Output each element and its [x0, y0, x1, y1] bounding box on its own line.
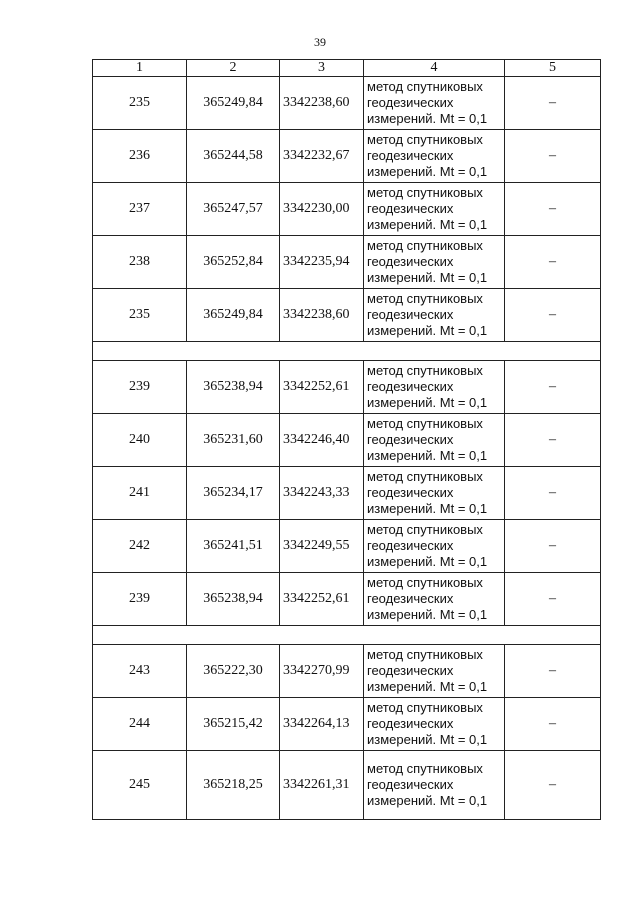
table-row	[93, 289, 601, 342]
point-number-cell: 244	[93, 698, 187, 751]
point-number-cell: 236	[93, 130, 187, 183]
table-row	[93, 467, 601, 520]
point-number-cell: 243	[93, 645, 187, 698]
point-number-cell: 241	[93, 467, 187, 520]
point-number-cell: 235	[93, 289, 187, 342]
note-cell: –	[505, 77, 601, 130]
note-cell: –	[505, 698, 601, 751]
table-row	[93, 573, 601, 626]
note-cell: –	[505, 751, 601, 820]
table-row	[93, 698, 601, 751]
note-cell: –	[505, 183, 601, 236]
note-cell: –	[505, 361, 601, 414]
method-cell: метод спутниковых геодезических измерений. Mt = 0,1	[364, 289, 505, 342]
y-coordinate-cell: 3342252,61	[280, 361, 364, 414]
y-coordinate-cell: 3342230,00	[280, 183, 364, 236]
method-cell: метод спутниковых геодезических измерений. Mt = 0,1	[364, 77, 505, 130]
table-row	[93, 414, 601, 467]
x-coordinate-cell: 365215,42	[187, 698, 280, 751]
y-coordinate-cell: 3342235,94	[280, 236, 364, 289]
note-cell: –	[505, 414, 601, 467]
note-cell: –	[505, 467, 601, 520]
table-row	[93, 183, 601, 236]
x-coordinate-cell: 365238,94	[187, 361, 280, 414]
table-row	[93, 361, 601, 414]
note-cell: –	[505, 130, 601, 183]
point-number-cell: 235	[93, 77, 187, 130]
x-coordinate-cell: 365252,84	[187, 236, 280, 289]
table-header-row	[93, 60, 601, 77]
note-cell: –	[505, 289, 601, 342]
y-coordinate-cell: 3342261,31	[280, 751, 364, 820]
table-row	[93, 520, 601, 573]
y-coordinate-cell: 3342238,60	[280, 77, 364, 130]
x-coordinate-cell: 365249,84	[187, 289, 280, 342]
x-coordinate-cell: 365249,84	[187, 77, 280, 130]
y-coordinate-cell: 3342249,55	[280, 520, 364, 573]
group-separator-cell	[93, 626, 601, 645]
table-row	[93, 236, 601, 289]
coordinates-table	[92, 59, 601, 820]
method-cell: метод спутниковых геодезических измерений. Mt = 0,1	[364, 361, 505, 414]
x-coordinate-cell: 365244,58	[187, 130, 280, 183]
group-separator-row	[93, 626, 601, 645]
x-coordinate-cell: 365241,51	[187, 520, 280, 573]
method-cell: метод спутниковых геодезических измерений. Mt = 0,1	[364, 751, 505, 820]
note-cell: –	[505, 573, 601, 626]
y-coordinate-cell: 3342246,40	[280, 414, 364, 467]
y-coordinate-cell: 3342252,61	[280, 573, 364, 626]
table-body	[93, 60, 601, 820]
y-coordinate-cell: 3342270,99	[280, 645, 364, 698]
method-cell: метод спутниковых геодезических измерений. Mt = 0,1	[364, 698, 505, 751]
group-separator-row	[93, 342, 601, 361]
table-row	[93, 130, 601, 183]
column-header-5: 5	[505, 60, 601, 77]
y-coordinate-cell: 3342264,13	[280, 698, 364, 751]
x-coordinate-cell: 365231,60	[187, 414, 280, 467]
method-cell: метод спутниковых геодезических измерений. Mt = 0,1	[364, 183, 505, 236]
point-number-cell: 239	[93, 573, 187, 626]
column-header-4: 4	[364, 60, 505, 77]
x-coordinate-cell: 365238,94	[187, 573, 280, 626]
method-cell: метод спутниковых геодезических измерений. Mt = 0,1	[364, 236, 505, 289]
table-row	[93, 645, 601, 698]
y-coordinate-cell: 3342243,33	[280, 467, 364, 520]
point-number-cell: 240	[93, 414, 187, 467]
method-cell: метод спутниковых геодезических измерений. Mt = 0,1	[364, 414, 505, 467]
y-coordinate-cell: 3342238,60	[280, 289, 364, 342]
method-cell: метод спутниковых геодезических измерений. Mt = 0,1	[364, 573, 505, 626]
point-number-cell: 242	[93, 520, 187, 573]
group-separator-cell	[93, 342, 601, 361]
x-coordinate-cell: 365234,17	[187, 467, 280, 520]
column-header-3: 3	[280, 60, 364, 77]
column-header-1: 1	[93, 60, 187, 77]
note-cell: –	[505, 520, 601, 573]
point-number-cell: 239	[93, 361, 187, 414]
x-coordinate-cell: 365247,57	[187, 183, 280, 236]
point-number-cell: 237	[93, 183, 187, 236]
y-coordinate-cell: 3342232,67	[280, 130, 364, 183]
x-coordinate-cell: 365218,25	[187, 751, 280, 820]
point-number-cell: 245	[93, 751, 187, 820]
table-row	[93, 77, 601, 130]
note-cell: –	[505, 236, 601, 289]
method-cell: метод спутниковых геодезических измерений. Mt = 0,1	[364, 645, 505, 698]
method-cell: метод спутниковых геодезических измерений. Mt = 0,1	[364, 467, 505, 520]
page-number: 39	[314, 35, 326, 49]
column-header-2: 2	[187, 60, 280, 77]
point-number-cell: 238	[93, 236, 187, 289]
note-cell: –	[505, 645, 601, 698]
method-cell: метод спутниковых геодезических измерений. Mt = 0,1	[364, 520, 505, 573]
x-coordinate-cell: 365222,30	[187, 645, 280, 698]
method-cell: метод спутниковых геодезических измерений. Mt = 0,1	[364, 130, 505, 183]
table-row	[93, 751, 601, 820]
